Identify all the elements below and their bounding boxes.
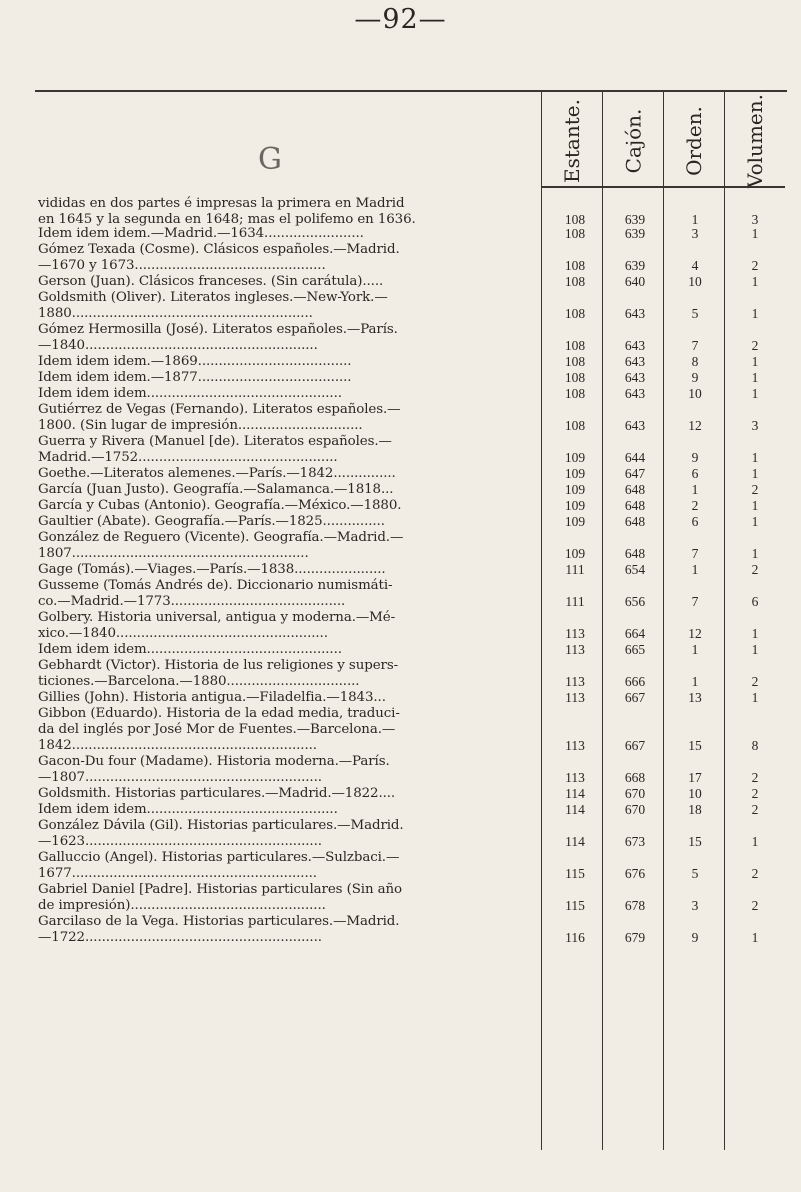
entry-text-line: Gómez Texada (Cosme). Clásicos españoles.—Madrid.: [38, 242, 400, 257]
cell-orden: 1: [691, 482, 699, 497]
column-divider: [602, 92, 603, 1150]
top-rule: [35, 90, 787, 92]
section-letter: G: [258, 142, 282, 177]
cell-estante: 113: [565, 642, 585, 657]
cell-orden: 6: [691, 466, 699, 481]
cell-estante: 109: [564, 514, 586, 529]
entry-text-line: —1670 y 1673..............................................: [38, 258, 326, 273]
cell-orden: 12: [688, 418, 702, 433]
catalog-entry: [38, 402, 530, 434]
cell-volumen: 1: [751, 930, 759, 945]
cell-orden: 13: [688, 690, 702, 705]
cell-cajon: 639: [624, 258, 646, 273]
catalog-entry: [38, 322, 530, 354]
cell-volumen: 1: [751, 514, 759, 529]
cell-estante: 109: [564, 546, 586, 561]
catalog-entry: [38, 514, 530, 530]
entry-text-line: Gómez Hermosilla (José). Literatos españoles.—París.: [38, 322, 398, 337]
cell-estante: 115: [565, 898, 585, 913]
cell-orden: 15: [688, 834, 702, 849]
cell-orden: 5: [691, 306, 699, 321]
cell-estante: 109: [564, 466, 586, 481]
cell-estante: 108: [564, 418, 586, 433]
cell-cajon: 647: [624, 466, 646, 481]
cell-estante: 114: [565, 786, 585, 801]
cell-volumen: 1: [751, 306, 759, 321]
cell-orden: 18: [688, 802, 702, 817]
entry-text-line: Gillies (John). Historia antigua.—Filadelfia.—1843...: [38, 690, 386, 705]
catalog-entry: [38, 850, 530, 882]
entry-text-line: —1807.........................................................: [38, 770, 322, 785]
catalog-entry: [38, 226, 530, 242]
entry-text-line: vididas en dos partes é impresas la primera en Madrid: [38, 196, 405, 211]
entry-text-line: García (Juan Justo). Geografía.—Salamanca.—1818...: [38, 482, 394, 497]
cell-orden: 7: [691, 594, 699, 609]
catalog-entry: [38, 386, 530, 402]
cell-cajon: 656: [624, 594, 646, 609]
entry-text-line: Idem idem idem..............................................: [38, 802, 338, 817]
cell-orden: 5: [691, 866, 699, 881]
cell-orden: 17: [688, 770, 702, 785]
catalog-entry: [38, 370, 530, 386]
catalog-entry: [38, 290, 530, 322]
entry-text-line: 1807.........................................................: [38, 546, 309, 561]
cell-cajon: 667: [624, 690, 646, 705]
cell-estante: 108: [564, 212, 586, 227]
cell-estante: 116: [565, 930, 585, 945]
cell-orden: 7: [691, 338, 699, 353]
cell-cajon: 668: [624, 770, 646, 785]
catalog-entry: [38, 882, 530, 914]
cell-cajon: 665: [624, 642, 646, 657]
catalog-entry: [38, 354, 530, 370]
catalog-entry: [38, 706, 530, 754]
cell-volumen: 2: [751, 674, 759, 689]
cell-volumen: 1: [751, 274, 759, 289]
cell-cajon: 654: [624, 562, 646, 577]
cell-cajon: 639: [624, 212, 646, 227]
entry-text-line: Gerson (Juan). Clásicos franceses. (Sin carátula).....: [38, 274, 384, 289]
entry-text-line: Gacon-Du four (Madame). Historia moderna.—París.: [38, 754, 390, 769]
cell-orden: 9: [691, 450, 699, 465]
column-header-cajon: Cajón.: [621, 108, 645, 174]
catalog-entry: [38, 466, 530, 482]
catalog-entry: [38, 530, 530, 562]
cell-cajon: 676: [624, 866, 646, 881]
cell-orden: 3: [691, 898, 699, 913]
cell-orden: 9: [691, 930, 699, 945]
catalog-entry: [38, 498, 530, 514]
cell-estante: 108: [564, 338, 586, 353]
cell-cajon: 643: [624, 306, 646, 321]
cell-cajon: 670: [624, 786, 646, 801]
cell-estante: 109: [564, 450, 586, 465]
cell-volumen: 2: [751, 866, 759, 881]
cell-volumen: 1: [751, 642, 759, 657]
cell-orden: 4: [691, 258, 699, 273]
entry-text-line: Goethe.—Literatos alemenes.—París.—1842...............: [38, 466, 396, 481]
cell-cajon: 667: [624, 738, 646, 753]
catalog-entry: [38, 754, 530, 786]
cell-volumen: 1: [751, 354, 759, 369]
cell-volumen: 2: [751, 258, 759, 273]
entry-text-line: da del inglés por José Mor de Fuentes.—Barcelona.—: [38, 722, 396, 737]
cell-volumen: 1: [751, 834, 759, 849]
cell-estante: 108: [564, 274, 586, 289]
cell-cajon: 678: [624, 898, 646, 913]
cell-cajon: 670: [624, 802, 646, 817]
catalog-entry: [38, 658, 530, 690]
cell-cajon: 673: [624, 834, 646, 849]
cell-estante: 108: [564, 306, 586, 321]
column-divider: [724, 92, 725, 1150]
cell-volumen: 1: [751, 450, 759, 465]
cell-estante: 108: [564, 354, 586, 369]
catalog-entry: [38, 482, 530, 498]
cell-estante: 108: [564, 226, 586, 241]
catalog-entry: [38, 562, 530, 578]
catalog-entry: [38, 802, 530, 818]
cell-orden: 10: [688, 786, 702, 801]
cell-volumen: 2: [751, 770, 759, 785]
cell-cajon: 644: [624, 450, 646, 465]
cell-estante: 109: [564, 498, 586, 513]
entry-text-line: Madrid.—1752................................................: [38, 450, 338, 465]
cell-estante: 108: [564, 258, 586, 273]
cell-volumen: 3: [751, 418, 759, 433]
entry-text-line: Idem idem idem...............................................: [38, 386, 342, 401]
entry-text-line: Guerra y Rivera (Manuel [de). Literatos españoles.—: [38, 434, 392, 449]
header-rule: [542, 186, 785, 188]
entry-text-line: Galluccio (Angel). Historias particulares.—Sulzbaci.—: [38, 850, 400, 865]
entry-text-line: González de Reguero (Vicente). Geografía.—Madrid.—: [38, 530, 404, 545]
cell-volumen: 1: [751, 370, 759, 385]
catalog-entry: [38, 610, 530, 642]
cell-volumen: 6: [751, 594, 759, 609]
cell-cajon: 643: [624, 386, 646, 401]
catalog-entry: [38, 578, 530, 610]
cell-orden: 1: [691, 212, 699, 227]
cell-estante: 111: [565, 562, 585, 577]
cell-volumen: 2: [751, 482, 759, 497]
page-number: —92—: [354, 4, 447, 35]
cell-orden: 6: [691, 514, 699, 529]
cell-estante: 113: [565, 674, 585, 689]
cell-cajon: 666: [624, 674, 646, 689]
entry-text-line: de impresión)...............................................: [38, 898, 326, 913]
entry-text-line: Golbery. Historia universal, antigua y moderna.—Mé-: [38, 610, 396, 625]
entry-text-line: Gaultier (Abate). Geografía.—París.—1825...............: [38, 514, 385, 529]
catalog-entry: [38, 818, 530, 850]
cell-cajon: 679: [624, 930, 646, 945]
entry-text-line: Gibbon (Eduardo). Historia de la edad media, traduci-: [38, 706, 400, 721]
cell-orden: 10: [688, 386, 702, 401]
cell-estante: 108: [564, 386, 586, 401]
entry-text-line: Gabriel Daniel [Padre]. Historias particulares (Sin año: [38, 882, 403, 897]
entry-text-line: Gage (Tomás).—Viages.—París.—1838......................: [38, 562, 386, 577]
cell-orden: 3: [691, 226, 699, 241]
cell-cajon: 640: [624, 274, 646, 289]
entry-text-line: Idem idem idem.—1877.....................................: [38, 370, 352, 385]
cell-volumen: 1: [751, 690, 759, 705]
cell-orden: 9: [691, 370, 699, 385]
cell-cajon: 648: [624, 546, 646, 561]
entry-text-line: Goldsmith. Historias particulares.—Madrid.—1822....: [38, 786, 396, 801]
entry-text-line: 1800. (Sin lugar de impresión..............................: [38, 418, 363, 433]
entry-text-line: en 1645 y la segunda en 1648; mas el polifemo en 1636.: [38, 212, 416, 227]
column-header-orden: Orden.: [682, 106, 706, 176]
catalog-entry: [38, 642, 530, 658]
entry-text-line: ticiones.—Barcelona.—1880................................: [38, 674, 360, 689]
cell-volumen: 3: [751, 212, 759, 227]
entry-text-line: 1677...........................................................: [38, 866, 317, 881]
entry-text-line: xico.—1840...................................................: [38, 626, 328, 641]
entry-text-line: García y Cubas (Antonio). Geografía.—México.—1880.: [38, 498, 402, 513]
cell-orden: 10: [688, 274, 702, 289]
entry-text-line: Idem idem idem...............................................: [38, 642, 342, 657]
entry-text-line: Idem idem idem.—Madrid.—1634........................: [38, 226, 364, 241]
cell-volumen: 2: [751, 898, 759, 913]
entry-text-line: co.—Madrid.—1773..........................................: [38, 594, 346, 609]
entry-text-line: 1880..........................................................: [38, 306, 313, 321]
cell-volumen: 1: [751, 626, 759, 641]
column-divider: [541, 92, 542, 1150]
entry-text-line: González Dávila (Gil). Historias particulares.—Madrid.: [38, 818, 404, 833]
cell-estante: 113: [565, 770, 585, 785]
cell-volumen: 2: [751, 786, 759, 801]
catalog-entry: [38, 690, 530, 706]
cell-orden: 1: [691, 642, 699, 657]
entry-text-line: Idem idem idem.—1869.....................................: [38, 354, 352, 369]
cell-orden: 12: [688, 626, 702, 641]
cell-cajon: 643: [624, 338, 646, 353]
cell-estante: 113: [565, 626, 585, 641]
cell-cajon: 648: [624, 482, 646, 497]
column-divider: [663, 92, 664, 1150]
cell-orden: 8: [691, 354, 699, 369]
cell-estante: 114: [565, 802, 585, 817]
cell-cajon: 648: [624, 498, 646, 513]
entry-text-line: Gutiérrez de Vegas (Fernando). Literatos españoles.—: [38, 402, 401, 417]
cell-cajon: 643: [624, 370, 646, 385]
cell-cajon: 648: [624, 514, 646, 529]
entry-text-line: 1842...........................................................: [38, 738, 317, 753]
cell-orden: 7: [691, 546, 699, 561]
entry-text-line: Goldsmith (Oliver). Literatos ingleses.—New-York.—: [38, 290, 388, 305]
entry-text-line: —1840........................................................: [38, 338, 318, 353]
cell-cajon: 664: [624, 626, 646, 641]
cell-volumen: 1: [751, 546, 759, 561]
catalog-entry: [38, 434, 530, 466]
entry-text-line: Garcilaso de la Vega. Historias particulares.—Madrid.: [38, 914, 400, 929]
cell-estante: 108: [564, 370, 586, 385]
cell-volumen: 1: [751, 386, 759, 401]
catalog-entry: [38, 242, 530, 274]
cell-orden: 2: [691, 498, 699, 513]
cell-volumen: 1: [751, 226, 759, 241]
cell-estante: 115: [565, 866, 585, 881]
cell-cajon: 643: [624, 354, 646, 369]
column-header-volumen: Volumen.: [743, 94, 767, 188]
catalog-entry: [38, 196, 530, 228]
cell-orden: 1: [691, 674, 699, 689]
cell-estante: 113: [565, 690, 585, 705]
cell-volumen: 2: [751, 338, 759, 353]
cell-orden: 15: [688, 738, 702, 753]
cell-estante: 111: [565, 594, 585, 609]
entry-text-line: Gusseme (Tomás Andrés de). Diccionario numismáti-: [38, 578, 393, 593]
cell-volumen: 1: [751, 498, 759, 513]
catalog-entry: [38, 786, 530, 802]
cell-estante: 114: [565, 834, 585, 849]
cell-cajon: 643: [624, 418, 646, 433]
entry-text-line: —1623.........................................................: [38, 834, 322, 849]
cell-estante: 109: [564, 482, 586, 497]
column-header-estante: Estante.: [560, 99, 584, 183]
cell-volumen: 8: [751, 738, 759, 753]
entry-text-line: Gebhardt (Victor). Historia de lus religiones y supers-: [38, 658, 399, 673]
cell-volumen: 2: [751, 562, 759, 577]
cell-volumen: 2: [751, 802, 759, 817]
cell-volumen: 1: [751, 466, 759, 481]
catalog-entry: [38, 274, 530, 290]
cell-cajon: 639: [624, 226, 646, 241]
catalog-entry: [38, 914, 530, 946]
entry-text-line: —1722.........................................................: [38, 930, 322, 945]
cell-orden: 1: [691, 562, 699, 577]
cell-estante: 113: [565, 738, 585, 753]
